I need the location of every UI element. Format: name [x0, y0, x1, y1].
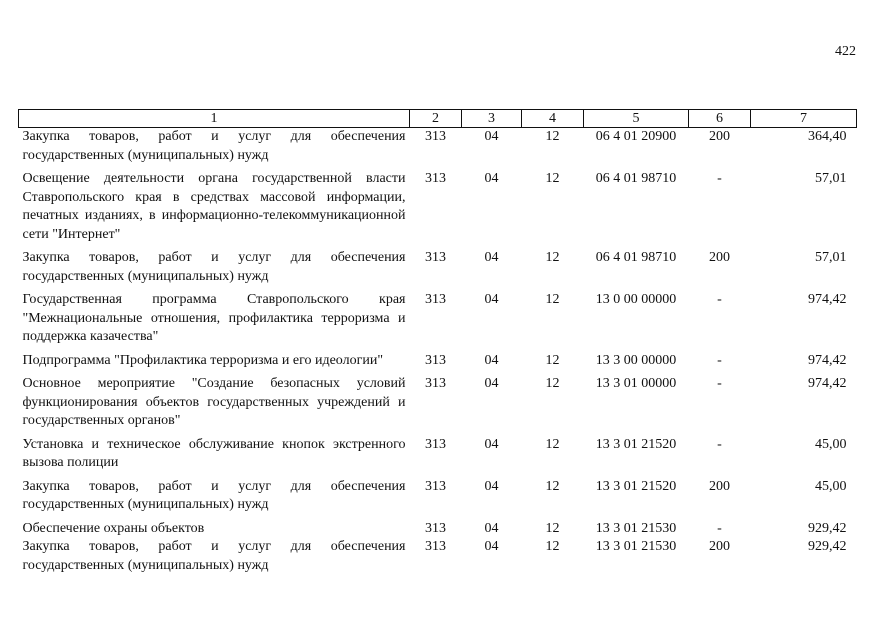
row-ministry-code: 313 — [425, 171, 446, 186]
row-name: Подпрограмма "Профилактика терроризма и его идеологии" — [22, 352, 384, 368]
row-expense-type: 200 — [709, 539, 730, 554]
row-ministry-code: 313 — [425, 129, 446, 144]
row-section-code: 04 — [484, 539, 499, 554]
row-ministry-code: 313 — [425, 520, 446, 536]
row-expense-type: - — [717, 171, 722, 186]
row-amount: 974,42 — [808, 292, 847, 307]
row-subsection-code: 12 — [545, 352, 560, 368]
table-row — [19, 478, 857, 520]
row-subsection-code: 12 — [545, 171, 560, 186]
row-amount: 974,42 — [808, 352, 847, 368]
row-name: Закупка товаров, работ и услуг для обеспечения государственных (муниципальных) нужд — [22, 129, 406, 163]
row-expense-type: - — [717, 376, 722, 391]
row-amount: 45,00 — [815, 478, 847, 494]
table-row — [19, 436, 857, 478]
table-body — [19, 128, 857, 576]
row-amount: 364,40 — [808, 129, 847, 144]
row-section-code: 04 — [484, 376, 499, 391]
row-section-code: 04 — [484, 171, 499, 186]
row-amount: 929,42 — [808, 539, 847, 554]
table-row — [19, 352, 857, 376]
row-subsection-code: 12 — [545, 539, 560, 554]
row-subsection-code: 12 — [545, 520, 560, 536]
row-target-article: 06 4 01 98710 — [595, 171, 677, 186]
row-expense-type: - — [717, 292, 722, 307]
row-expense-type: - — [717, 436, 722, 452]
row-target-article: 13 0 00 00000 — [595, 292, 677, 307]
row-section-code: 04 — [484, 352, 499, 368]
row-section-code: 04 — [484, 129, 499, 144]
budget-table — [18, 109, 857, 575]
row-expense-type: 200 — [709, 478, 730, 494]
row-amount: 57,01 — [815, 250, 847, 265]
row-amount: 45,00 — [815, 436, 847, 452]
row-subsection-code: 12 — [545, 478, 560, 494]
row-name: Обеспечение охраны объектов — [22, 520, 205, 536]
table-header — [19, 110, 857, 128]
row-target-article: 13 3 01 21520 — [595, 436, 677, 452]
row-ministry-code: 313 — [425, 436, 446, 452]
row-name: Закупка товаров, работ и услуг для обеспечения государственных (муниципальных) нужд — [22, 478, 406, 512]
table-row — [19, 538, 857, 575]
row-amount: 929,42 — [808, 520, 847, 536]
row-section-code: 04 — [484, 520, 499, 536]
row-ministry-code: 313 — [425, 352, 446, 368]
column-header-4: 4 — [522, 110, 584, 128]
row-name: Закупка товаров, работ и услуг для обеспечения государственных (муниципальных) нужд — [22, 539, 406, 573]
row-target-article: 06 4 01 20900 — [595, 129, 677, 144]
column-header-6: 6 — [689, 110, 751, 128]
row-section-code: 04 — [484, 436, 499, 452]
column-header-3: 3 — [462, 110, 522, 128]
row-ministry-code: 313 — [425, 478, 446, 494]
row-subsection-code: 12 — [545, 376, 560, 391]
row-amount: 57,01 — [815, 171, 847, 186]
row-target-article: 13 3 01 00000 — [595, 376, 677, 391]
row-target-article: 13 3 01 21520 — [595, 478, 677, 494]
row-target-article: 06 4 01 98710 — [595, 250, 677, 265]
row-target-article: 13 3 01 21530 — [595, 520, 677, 536]
row-expense-type: 200 — [709, 129, 730, 144]
table-row — [19, 520, 857, 539]
column-header-7: 7 — [751, 110, 857, 128]
table-row — [19, 291, 857, 352]
row-name: Государственная программа Ставропольского края "Межнациональные отношения, профилактика терроризма и поддержка казачества" — [22, 292, 406, 344]
row-target-article: 13 3 01 21530 — [595, 539, 677, 554]
row-ministry-code: 313 — [425, 376, 446, 391]
row-expense-type: 200 — [709, 250, 730, 265]
row-section-code: 04 — [484, 478, 499, 494]
row-ministry-code: 313 — [425, 539, 446, 554]
row-amount: 974,42 — [808, 376, 847, 391]
table-row — [19, 249, 857, 291]
row-section-code: 04 — [484, 250, 499, 265]
row-section-code: 04 — [484, 292, 499, 307]
table-row — [19, 128, 857, 171]
table-row — [19, 170, 857, 249]
row-subsection-code: 12 — [545, 292, 560, 307]
row-target-article: 13 3 00 00000 — [595, 352, 677, 368]
row-name: Основное мероприятие "Создание безопасных условий функционирования объектов государственных учреждений и государственных органов" — [22, 376, 406, 428]
table-row — [19, 375, 857, 436]
row-subsection-code: 12 — [545, 436, 560, 452]
row-subsection-code: 12 — [545, 129, 560, 144]
row-expense-type: - — [717, 352, 722, 368]
row-name: Освещение деятельности органа государственной власти Ставропольского края в средствах массовой информации, печатных изданиях, в информационно-телекоммуникационной сети "Интернет" — [22, 171, 406, 242]
row-subsection-code: 12 — [545, 250, 560, 265]
row-name: Установка и техническое обслуживание кнопок экстренного вызова полиции — [22, 436, 406, 470]
row-name: Закупка товаров, работ и услуг для обеспечения государственных (муниципальных) нужд — [22, 250, 406, 284]
column-header-2: 2 — [410, 110, 462, 128]
row-ministry-code: 313 — [425, 250, 446, 265]
row-ministry-code: 313 — [425, 292, 446, 307]
column-header-5: 5 — [584, 110, 689, 128]
page-number: 422 — [835, 44, 856, 59]
row-expense-type: - — [717, 520, 722, 536]
column-header-1: 1 — [19, 110, 410, 128]
